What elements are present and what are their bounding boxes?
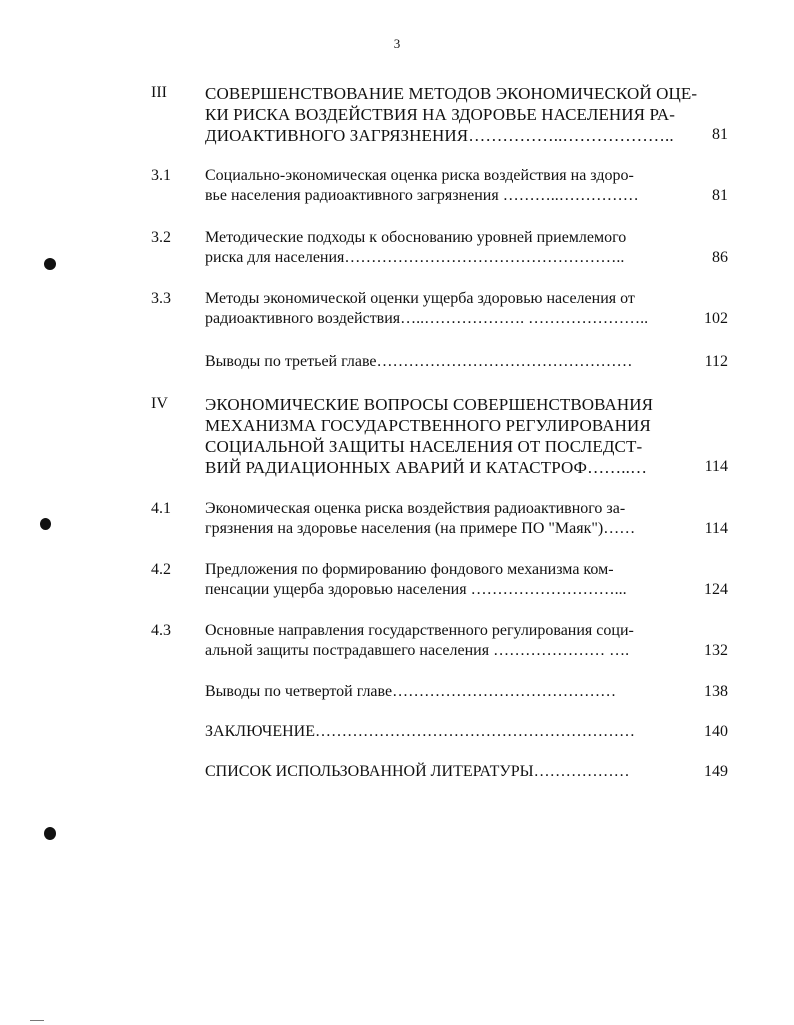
toc-title-line: МЕХАНИЗМА ГОСУДАРСТВЕННОГО РЕГУЛИРОВАНИЯ — [205, 416, 651, 435]
toc-title — [205, 352, 697, 372]
toc-title — [205, 228, 697, 268]
toc-title — [205, 722, 697, 742]
toc-section-number: 4.1 — [151, 500, 171, 517]
toc-title-line: СПИСОК ИСПОЛЬЗОВАННОЙ ЛИТЕРАТУРЫ……………… — [205, 763, 630, 780]
scan-speck — [40, 518, 51, 530]
toc-title-line: Выводы по четвертой главе…………………………………… — [205, 683, 617, 700]
toc-page-number: 138 — [704, 683, 728, 700]
toc-page-number: 81 — [712, 187, 728, 204]
toc-page-number: 140 — [704, 723, 728, 740]
toc-section-number: 3.1 — [151, 167, 171, 184]
toc-page-number: 149 — [704, 763, 728, 780]
toc-title — [205, 762, 697, 782]
scan-speck — [44, 258, 56, 270]
toc-title-line: пенсации ущерба здоровью населения ………………………... — [205, 581, 627, 598]
toc-title-line: грязнения на здоровье населения (на примере ПО "Маяк")…… — [205, 520, 636, 537]
toc-title — [205, 560, 697, 600]
toc-page-number: 124 — [704, 581, 728, 598]
toc-title — [205, 83, 697, 146]
toc-title-line: Выводы по третьей главе………………………………………… — [205, 353, 633, 370]
page-number: 3 — [393, 36, 401, 51]
toc-title — [205, 166, 697, 206]
toc-title — [205, 499, 697, 539]
toc-title-line: риска для населения…………………………………………….. — [205, 249, 625, 266]
toc-title-line: ЭКОНОМИЧЕСКИЕ ВОПРОСЫ СОВЕРШЕНСТВОВАНИЯ — [205, 395, 654, 414]
toc-title-line: СОВЕРШЕНСТВОВАНИЕ МЕТОДОВ ЭКОНОМИЧЕСКОЙ ОЦЕ- — [205, 84, 697, 103]
toc-title-line: Социально-экономическая оценка риска воздействия на здоро- — [205, 167, 634, 184]
toc-title-line: ДИОАКТИВНОГО ЗАГРЯЗНЕНИЯ……………..……………….. — [205, 126, 674, 145]
toc-page-number: 132 — [704, 642, 728, 659]
toc-title-line: ВИЙ РАДИАЦИОННЫХ АВАРИЙ И КАТАСТРОФ……..… — [205, 458, 648, 477]
toc-title — [205, 682, 697, 702]
toc-title — [205, 394, 697, 478]
toc-section-number: 3.2 — [151, 229, 171, 246]
toc-page-number: 114 — [704, 458, 728, 475]
toc-page-number: 114 — [704, 520, 728, 537]
toc-title-line: КИ РИСКА ВОЗДЕЙСТВИЯ НА ЗДОРОВЬЕ НАСЕЛЕНИЯ РА- — [205, 105, 675, 124]
toc-section-number: III — [151, 84, 167, 101]
toc-title-line: Методические подходы к обоснованию уровней приемлемого — [205, 229, 627, 246]
toc-title-line: альной защиты пострадавшего населения ………………… …. — [205, 642, 630, 659]
toc-title-line: радиоактивного воздействия…..………………. ………………….. — [205, 310, 649, 327]
toc-title-line: Основные направления государственного регулирования соци- — [205, 622, 634, 639]
toc-title-line: Предложения по формированию фондового механизма ком- — [205, 561, 614, 578]
scan-speck — [44, 827, 56, 840]
toc-section-number: 3.3 — [151, 290, 171, 307]
toc-title — [205, 621, 697, 661]
toc-section-number: IV — [151, 395, 168, 412]
toc-page-number: 102 — [704, 310, 728, 327]
toc-page-number: 86 — [712, 249, 728, 266]
toc-title — [205, 289, 697, 329]
toc-page-number: 112 — [704, 353, 728, 370]
scan-edge-mark — [30, 1020, 44, 1021]
toc-section-number: 4.3 — [151, 622, 171, 639]
toc-title-line: СОЦИАЛЬНОЙ ЗАЩИТЫ НАСЕЛЕНИЯ ОТ ПОСЛЕДСТ- — [205, 437, 643, 456]
toc-title-line: ЗАКЛЮЧЕНИЕ…………………………………………………… — [205, 723, 635, 740]
toc-title-line: Методы экономической оценки ущерба здоровью населения от — [205, 290, 635, 307]
toc-section-number: 4.2 — [151, 561, 171, 578]
toc-title-line: вье населения радиоактивного загрязнения ………..…………… — [205, 187, 639, 204]
toc-title-line: Экономическая оценка риска воздействия радиоактивного за- — [205, 500, 626, 517]
toc-page-number: 81 — [712, 126, 728, 143]
